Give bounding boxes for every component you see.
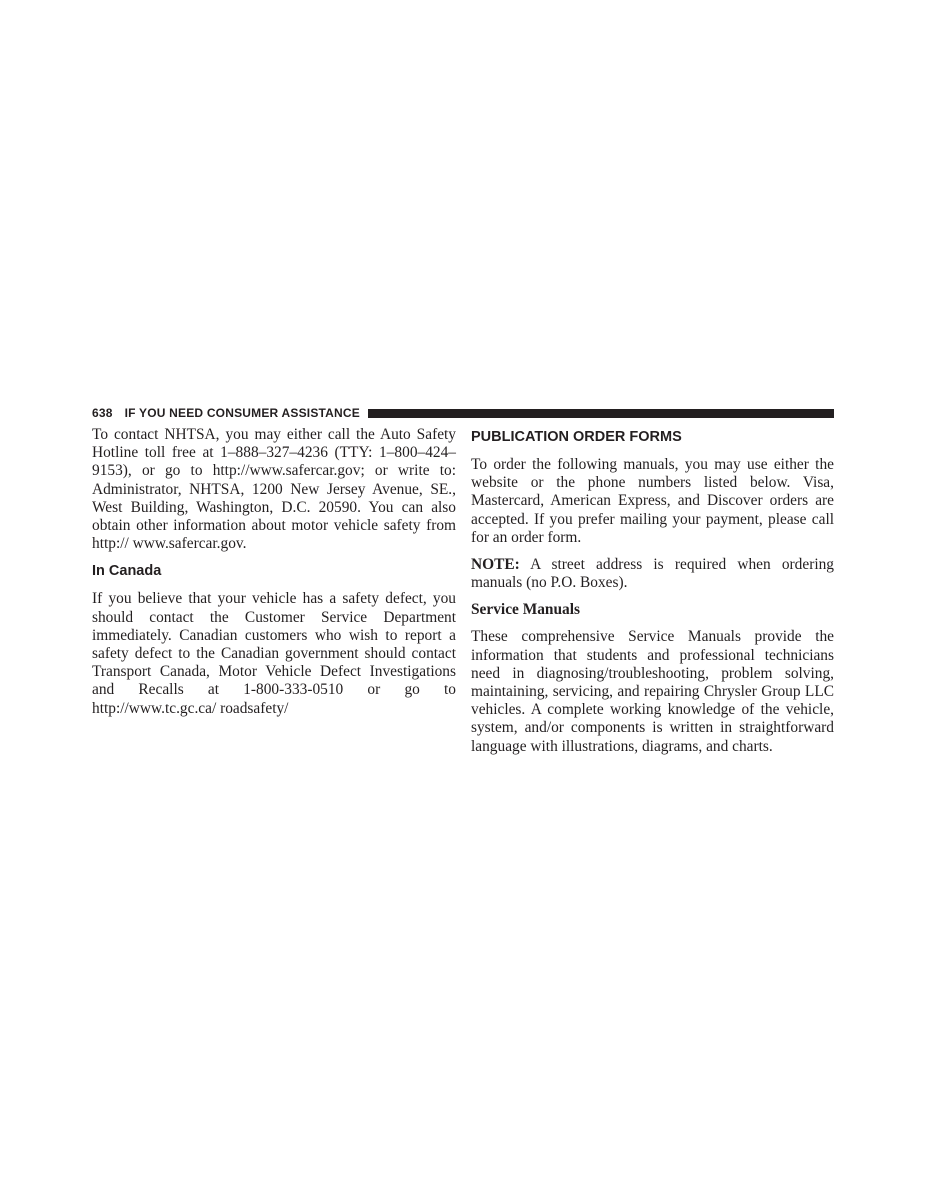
publication-heading: PUBLICATION ORDER FORMS <box>471 429 682 445</box>
order-paragraph: To order the following manuals, you may use either the website or the phone numbers listed below. Visa, Mastercard, American Express, and Discover orders are accepted. If you prefer mailing your payment, please call for an order form. <box>471 456 834 546</box>
right-column <box>471 426 834 765</box>
canada-paragraph: If you believe that your vehicle has a safety defect, you should contact the Customer Service Department immediately. Canadian customers who wish to report a safety defect to the Canadian government should contact Transport Canada, Motor Vehicle Defect Investigations and Recalls at 1-800-333-0510 or go to http://www.tc.gc.ca/ roadsafety/ <box>92 590 456 717</box>
left-column <box>92 426 456 727</box>
header-rule <box>368 409 834 418</box>
nhtsa-paragraph: To contact NHTSA, you may either call the Auto Safety Hotline toll free at 1–888–327–4236 (TTY: 1–800–424– 9153), or go to http://www.safercar.gov; or write to: Administrator, NHTSA, 1200 New Jersey Avenue, SE., West Building, Washington, D.C. 20590. You can also obtain other information about motor vehicle safety from http:// www.safercar.gov. <box>92 426 456 553</box>
note-text: A street address is required when ordering manuals (no P.O. Boxes). <box>471 556 834 592</box>
note-label: NOTE: <box>471 556 520 574</box>
page-header <box>92 405 834 421</box>
section-title: IF YOU NEED CONSUMER ASSISTANCE <box>124 406 360 420</box>
service-manuals-heading: Service Manuals <box>471 601 581 619</box>
note-paragraph <box>471 556 834 592</box>
page-number: 638 <box>92 406 113 420</box>
service-paragraph: These comprehensive Service Manuals provide the information that students and professional technicians need in diagnosing/troubleshooting, problem solving, maintaining, servicing, and repairing Chrysler Group LLC vehicles. A complete working knowledge of the vehicle, system, and/or components is written in straightforward language with illustrations, diagrams, and charts. <box>471 628 834 755</box>
canada-heading: In Canada <box>92 563 162 580</box>
